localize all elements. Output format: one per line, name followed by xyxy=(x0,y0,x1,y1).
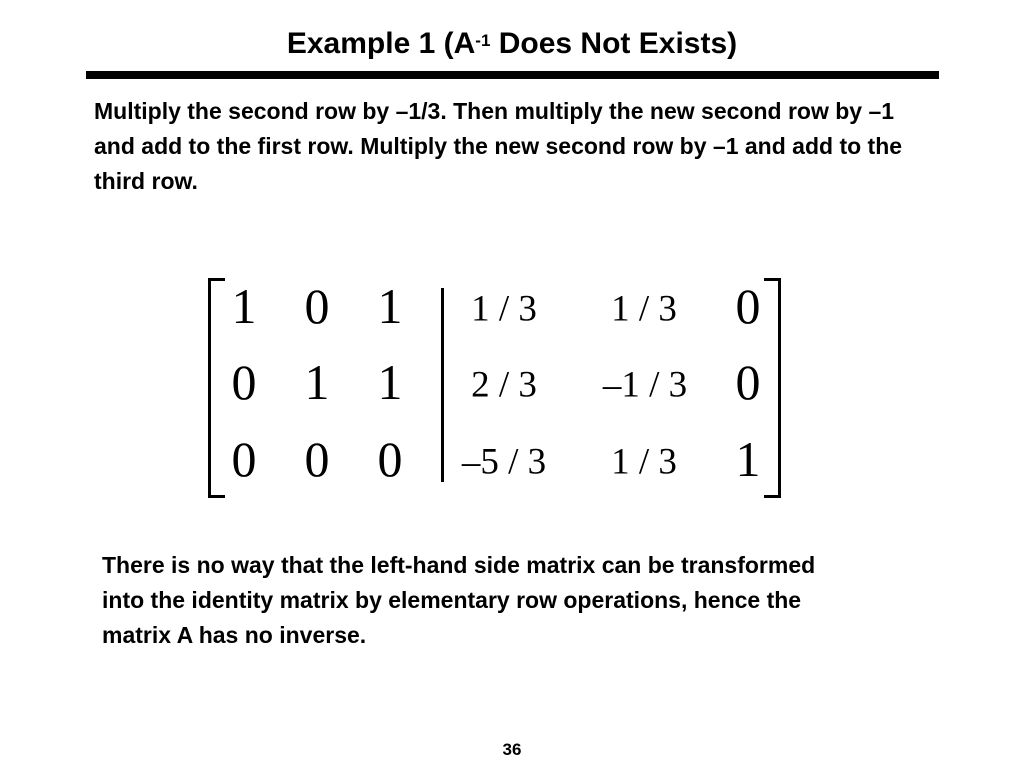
slide-title xyxy=(0,24,1024,64)
left-cell-r2c3: 1 xyxy=(377,354,403,410)
left-cell-r1c2: 0 xyxy=(304,278,330,334)
right-cell-r2c1: 2 / 3 xyxy=(471,364,537,406)
left-cell-r3c1: 0 xyxy=(231,431,257,487)
title-text-tail: Does Not Exists) xyxy=(490,27,738,60)
right-cell-r1c2: 1 / 3 xyxy=(611,288,677,330)
right-cell-r3c3: 1 xyxy=(735,431,761,487)
left-cell-r3c3: 0 xyxy=(377,431,403,487)
title-superscript: -1 xyxy=(475,31,491,50)
right-cell-r1c1: 1 / 3 xyxy=(471,288,537,330)
right-cell-r2c2: –1 / 3 xyxy=(602,364,688,406)
conclusion-text: There is no way that the left-hand side matrix can be transformed into the identity matrix by elementary row operations, hence the matrix A has no inverse. xyxy=(102,552,816,648)
right-cell-r3c2: 1 / 3 xyxy=(611,441,677,483)
left-cell-r1c3: 1 xyxy=(377,278,403,334)
matrix-left-bracket xyxy=(208,278,225,498)
right-cell-r2c3: 0 xyxy=(735,354,761,410)
matrix-right-bracket xyxy=(764,278,781,498)
title-text: Example 1 (A xyxy=(286,27,476,60)
left-cell-r1c1: 1 xyxy=(231,278,257,334)
left-cell-r2c1: 0 xyxy=(231,354,257,410)
right-cell-r1c3: 0 xyxy=(735,278,761,334)
instruction-text: Multiply the second row by –1/3. Then multiply the new second row by –1 and add to the first row. Multiply the new second row by –1 and add to the third row. xyxy=(94,98,903,194)
title-underline xyxy=(86,71,939,79)
right-cell-r3c1: –5 / 3 xyxy=(461,441,547,483)
left-cell-r2c2: 1 xyxy=(304,354,330,410)
left-cell-r3c2: 0 xyxy=(304,431,330,487)
augmented-matrix xyxy=(202,278,792,494)
augmented-divider xyxy=(441,288,444,482)
page-number: 36 xyxy=(502,740,522,759)
